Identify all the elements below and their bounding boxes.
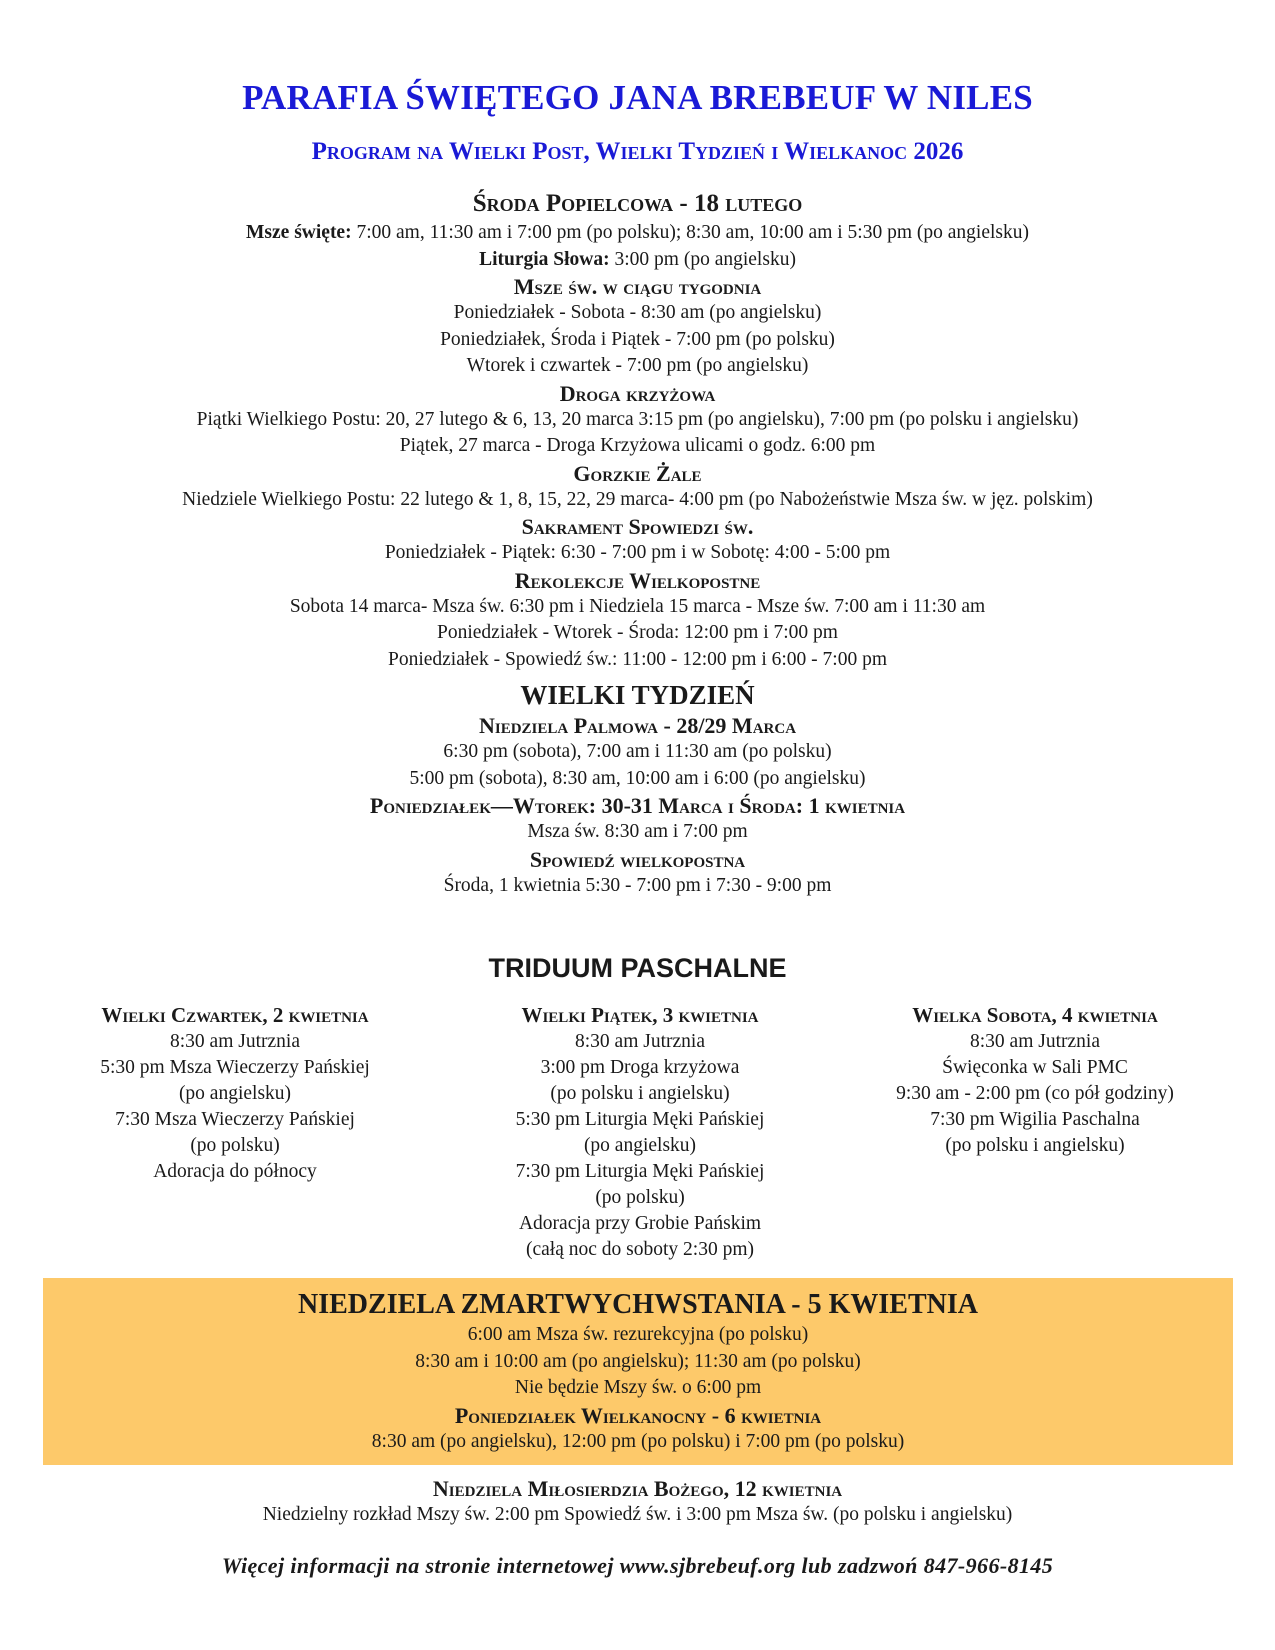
triduum-title: TRIDUUM PASCHALNE	[488, 953, 787, 983]
easter-title: NIEDZIELA ZMARTWYCHWSTANIA - 5 KWIETNIA	[298, 1289, 978, 1320]
masses-text: 7:00 am, 11:30 am i 7:00 pm (po polsku); 8:30 am, 10:00 am i 5:30 pm (po angielsku)	[351, 222, 1029, 243]
schedule-line: Poniedziałek - Piątek: 6:30 - 7:00 pm i w Sobotę: 4:00 - 5:00 pm	[384, 542, 891, 563]
ash-wednesday-masses	[0, 220, 1275, 247]
easter-monday-heading: Poniedziałek Wielkanocny - 6 kwietnia	[454, 1402, 822, 1428]
column-line: 7:30 pm Liturgia Męki Pańskiej	[515, 1161, 765, 1182]
easter-line: 8:30 am i 10:00 am (po angielsku); 11:30 am (po polsku)	[415, 1350, 861, 1372]
masses-label: Msze święte:	[246, 222, 352, 243]
schedule-line: Poniedziałek, Środa i Piątek - 7:00 pm (po polsku)	[440, 328, 835, 350]
column-line: 7:30 pm Wigilia Paschalna	[930, 1109, 1140, 1130]
liturgy-text: 3:00 pm (po angielsku)	[609, 248, 796, 270]
column-line: (po polsku i angielsku)	[945, 1135, 1125, 1156]
column-line: Święconka w Sali PMC	[942, 1057, 1128, 1078]
divine-mercy-section	[0, 1475, 1275, 1529]
confession-heading: Sakrament Spowiedzi św.	[521, 514, 754, 539]
page-title: PARAFIA ŚWIĘTEGO JANA BREBEUF W NILES	[242, 78, 1033, 117]
weekday-masses-heading: Msze św. w ciągu tygodnia	[513, 274, 762, 299]
column-line: (po polsku i angielsku)	[550, 1083, 730, 1104]
easter-monday-line: 8:30 am (po angielsku), 12:00 pm (po polsku) i 7:00 pm (po polsku)	[371, 1430, 905, 1452]
column-heading: Wielka Sobota, 4 kwietnia	[912, 1003, 1158, 1027]
schedule-line: Msza św. 8:30 am i 7:00 pm	[527, 821, 748, 842]
column-line: (całą noc do soboty 2:30 pm)	[526, 1239, 754, 1260]
retreat-heading: Rekolekcje Wielkopostne	[514, 567, 761, 593]
lent-schedule	[0, 188, 1275, 899]
stations-heading: Droga krzyżowa	[559, 380, 716, 406]
triduum-column-thursday	[40, 1002, 430, 1185]
column-line: Adoracja do północy	[153, 1161, 317, 1182]
column-line: 8:30 am Jutrznia	[575, 1031, 705, 1052]
schedule-line: Poniedziałek - Spowiedź św.: 11:00 - 12:00 pm i 6:00 - 7:00 pm	[387, 648, 887, 670]
page-subtitle: Program na Wielki Post, Wielki Tydzień i Wielkanoc 2026	[311, 138, 964, 165]
column-line: 5:30 pm Msza Wieczerzy Pańskiej	[100, 1057, 370, 1078]
schedule-line: Środa, 1 kwietnia 5:30 - 7:00 pm i 7:30 - 9:00 pm	[443, 874, 832, 896]
schedule-line: Piątki Wielkiego Postu: 20, 27 lutego & 6, 13, 20 marca 3:15 pm (po angielsku), 7:00 pm (po polsku i angielsku)	[196, 408, 1079, 430]
easter-line: 6:00 am Msza św. rezurekcyjna (po polsku)	[467, 1324, 809, 1345]
column-heading: Wielki Piątek, 3 kwietnia	[521, 1003, 759, 1027]
easter-box	[43, 1278, 1233, 1465]
schedule-line: Piątek, 27 marca - Droga Krzyżowa ulicami o godz. 6:00 pm	[399, 435, 876, 456]
schedule-line: Poniedziałek - Sobota - 8:30 am (po angielsku)	[453, 302, 822, 323]
triduum-column-saturday	[835, 1002, 1235, 1159]
ash-wednesday-heading: Środa Popielcowa - 18 lutego	[472, 190, 803, 217]
ash-wednesday-liturgy	[0, 247, 1275, 274]
gorzkie-zale-heading: Gorzkie Żale	[573, 460, 702, 486]
easter-line: Nie będzie Mszy św. o 6:00 pm	[514, 1377, 762, 1398]
schedule-line: 6:30 pm (sobota), 7:00 am i 11:30 am (po polsku)	[443, 741, 832, 762]
schedule-line: Sobota 14 marca- Msza św. 6:30 pm i Niedziela 15 marca - Msze św. 7:00 am i 11:30 am	[289, 595, 986, 617]
palm-sunday-heading: Niedziela Palmowa - 28/29 Marca	[478, 713, 797, 738]
lent-confession-heading: Spowiedź wielkopostna	[529, 846, 746, 872]
divine-mercy-heading: Niedziela Miłosierdzia Bożego, 12 kwietnia	[432, 1476, 843, 1501]
column-heading: Wielki Czwartek, 2 kwietnia	[101, 1003, 369, 1027]
column-line: 8:30 am Jutrznia	[970, 1031, 1100, 1052]
schedule-line: Wtorek i czwartek - 7:00 pm (po angielsku)	[466, 355, 809, 376]
mon-wed-heading: Poniedziałek—Wtorek: 30-31 Marca i Środa: 1 kwietnia	[369, 793, 906, 818]
column-line: 5:30 pm Liturgia Męki Pańskiej	[515, 1109, 765, 1130]
column-line: (po polsku)	[595, 1187, 685, 1208]
divine-mercy-line: Niedzielny rozkład Mszy św. 2:00 pm Spowiedź św. i 3:00 pm Msza św. (po polsku i angielsku)	[262, 1504, 1013, 1525]
column-line: Adoracja przy Grobie Pańskim	[518, 1213, 762, 1234]
column-line: 9:30 am - 2:00 pm (co pół godziny)	[896, 1083, 1174, 1104]
footer-contact: Więcej informacji na stronie internetowej www.sjbrebeuf.org lub zadzwoń 847-966-8145	[221, 1553, 1054, 1578]
schedule-line: 5:00 pm (sobota), 8:30 am, 10:00 am i 6:00 (po angielsku)	[409, 767, 866, 789]
column-line: 8:30 am Jutrznia	[170, 1031, 300, 1052]
schedule-line: Niedziele Wielkiego Postu: 22 lutego & 1, 8, 15, 22, 29 marca- 4:00 pm (po Nabożeństwie Msza św. w jęz. polskim)	[182, 488, 1093, 510]
column-line: (po angielsku)	[178, 1083, 292, 1104]
column-line: (po angielsku)	[583, 1135, 697, 1156]
liturgy-label: Liturgia Słowa:	[479, 248, 610, 270]
column-line: 3:00 pm Droga krzyżowa	[540, 1057, 740, 1078]
holy-week-title: WIELKI TYDZIEŃ	[520, 680, 755, 710]
column-line: (po polsku)	[190, 1135, 280, 1156]
schedule-line: Poniedziałek - Wtorek - Środa: 12:00 pm i 7:00 pm	[437, 622, 838, 643]
triduum-column-friday	[445, 1002, 835, 1263]
column-line: 7:30 Msza Wieczerzy Pańskiej	[115, 1109, 355, 1130]
